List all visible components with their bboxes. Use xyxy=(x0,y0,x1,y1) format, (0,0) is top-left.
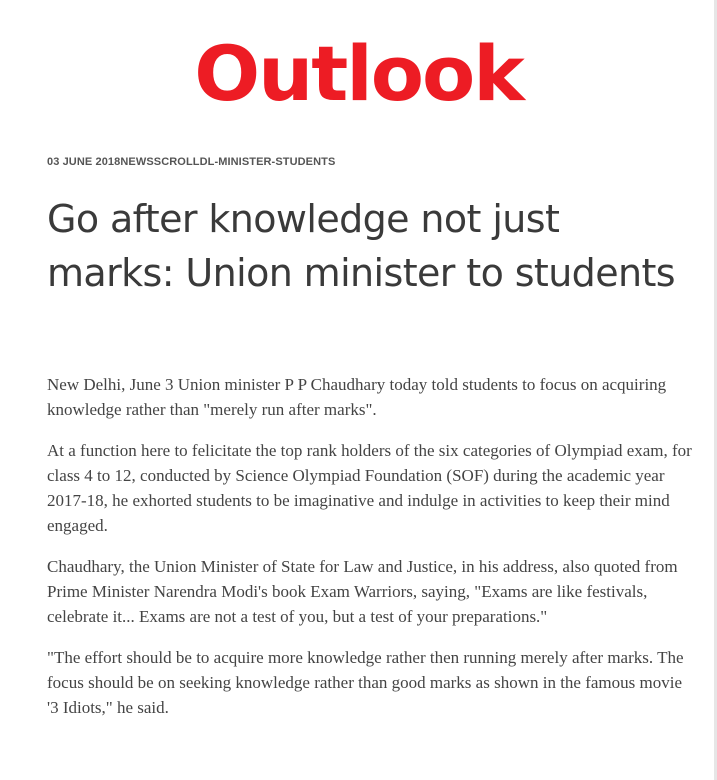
article-paragraph: At a function here to felicitate the top rank holders of the six categories of Olympiad exam, for class 4 to 12, conducted by Science Olympiad Foundation (SOF) during the academic year 2017-18, he exhorted students to be imaginative and indulge in activities to keep their mind engaged. xyxy=(47,441,692,535)
article-body xyxy=(47,372,697,736)
article-meta: 03 JUNE 2018NEWSSCROLLDL-MINISTER-STUDENTS xyxy=(47,156,336,168)
article-paragraph: "The effort should be to acquire more knowledge rather then running merely after marks. The focus should be on seeking knowledge rather than good marks as shown in the famous movie '3 Idiots," he said. xyxy=(47,648,684,717)
article-headline: Go after knowledge not just marks: Union minister to students xyxy=(47,197,675,295)
article-paragraph: New Delhi, June 3 Union minister P P Chaudhary today told students to focus on acquiring knowledge rather than "merely run after marks". xyxy=(47,375,667,419)
outlook-logo: Outlook xyxy=(194,29,523,118)
article-paragraph: Chaudhary, the Union Minister of State for Law and Justice, in his address, also quoted from Prime Minister Narendra Modi's book Exam Warriors, saying, "Exams are like festivals, celebrate it... Exams are not a test of you, but a test of your preparations." xyxy=(47,557,678,626)
